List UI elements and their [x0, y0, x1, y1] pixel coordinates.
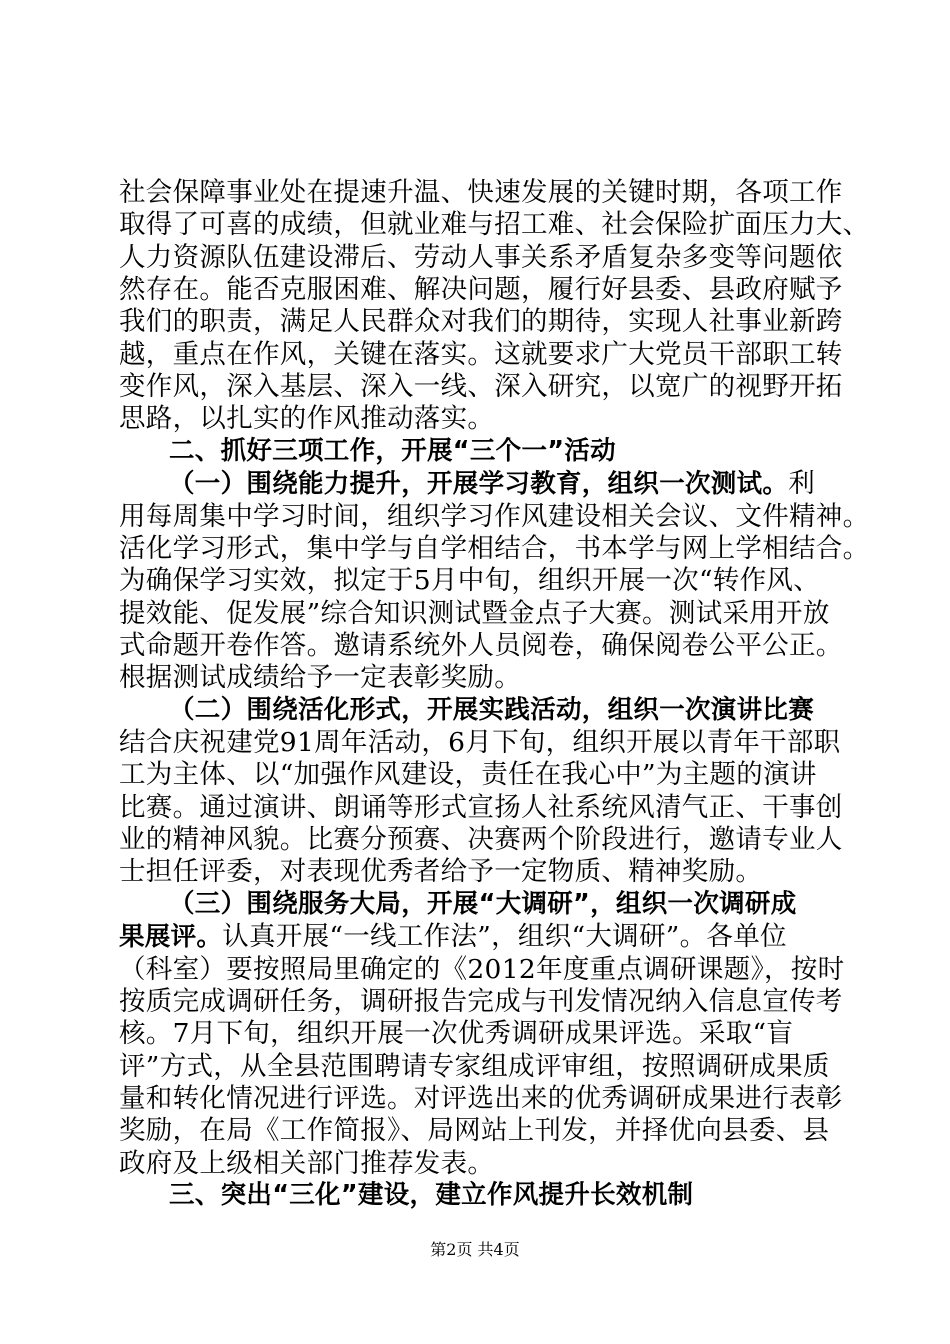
- item-1-line-5: 式命题开卷作答。邀请系统外人员阅卷，确保阅卷公平公正。: [119, 630, 843, 661]
- item-3-line-1: （科室）要按照局里确定的《2012年度重点调研课题》，按时: [119, 954, 845, 985]
- item-3-lead-continued: 果展评。: [119, 922, 223, 952]
- item-1-line-6: 根据测试成绩给予一定表彰奖励。: [119, 662, 521, 693]
- item-2-lead: （二）围绕活化形式，开展实践活动，组织一次演讲比赛: [169, 695, 815, 725]
- item-3-line-5: 量和转化情况进行评选。对评选出来的优秀调研成果进行表彰: [119, 1083, 843, 1114]
- item-2-line-4: 业的精神风貌。比赛分预赛、决赛两个阶段进行，邀请专业人: [119, 824, 843, 855]
- item-2-line-3: 比赛。通过演讲、朗诵等形式宣扬人社系统风清气正、干事创: [119, 792, 843, 823]
- item-3-line-4: 评”方式，从全县范围聘请专家组成评审组，按照调研成果质: [119, 1051, 830, 1082]
- intro-line-8: 思路，以扎实的作风推动落实。: [119, 403, 495, 434]
- item-1-lead: （一）围绕能力提升，开展学习教育，组织一次测试。: [169, 469, 789, 499]
- item-1-line-3: 为确保学习实效，拟定于5月中旬，组织开展一次“转作风、: [119, 565, 821, 596]
- item-3-second-line: [119, 921, 839, 953]
- item-1-first-line: [169, 468, 889, 500]
- item-2-line-2: 工为主体、以“加强作风建设，责任在我心中”为主题的演讲: [119, 759, 817, 790]
- intro-line-4: 然存在。能否克服困难、解决问题，履行好县委、县政府赋予: [119, 274, 843, 305]
- section-3-heading: 三、突出“三化”建设，建立作风提升长效机制: [169, 1180, 694, 1210]
- intro-line-2: 取得了可喜的成绩，但就业难与招工难、社会保险扩面压力大、: [119, 209, 870, 240]
- item-3-line-2: 按质完成调研任务，调研报告完成与刊发情况纳入信息宣传考: [119, 986, 843, 1017]
- item-2-line-1: 结合庆祝建党91周年活动，6月下旬，组织开展以青年干部职: [119, 727, 841, 758]
- item-2-line-5: 士担任评委，对表现优秀者给予一定物质、精神奖励。: [119, 856, 763, 887]
- intro-line-7: 变作风，深入基层、深入一线、深入研究，以宽广的视野开拓: [119, 371, 843, 402]
- intro-line-5: 我们的职责，满足人民群众对我们的期待，实现人社事业新跨: [119, 306, 843, 337]
- intro-line-3: 人力资源队伍建设滞后、劳动人事关系矛盾复杂多变等问题依: [119, 242, 843, 273]
- item-1-line-1: 用每周集中学习时间，组织学习作风建设相关会议、文件精神。: [119, 501, 870, 532]
- item-3-line-3: 核。7月下旬，组织开展一次优秀调研成果评选。采取“盲: [119, 1018, 794, 1049]
- intro-line-6: 越，重点在作风，关键在落实。这就要求广大党员干部职工转: [119, 339, 843, 370]
- item-1-lead-tail: 利: [788, 468, 816, 499]
- item-1-line-4: 提效能、促发展”综合知识测试暨金点子大赛。测试采用开放: [119, 598, 830, 629]
- item-3-lead-tail: 认真开展“一线工作法”，组织“大调研”。各单位: [222, 921, 787, 952]
- item-3-line-7: 政府及上级相关部门推荐发表。: [119, 1148, 495, 1179]
- item-3-line-6: 奖励，在局《工作简报》、局网站上刊发，并择优向县委、县: [119, 1115, 830, 1146]
- intro-line-1: 社会保障事业处在提速升温、快速发展的关键时期，各项工作: [119, 177, 843, 208]
- item-1-line-2: 活化学习形式，集中学与自学相结合，书本学与网上学相结合。: [119, 533, 870, 564]
- item-3-lead: （三）围绕服务大局，开展“大调研”，组织一次调研成: [169, 889, 797, 919]
- page-footer: 第2页 共4页: [430, 1240, 520, 1259]
- section-2-heading: 二、抓好三项工作，开展“三个一”活动: [169, 436, 616, 466]
